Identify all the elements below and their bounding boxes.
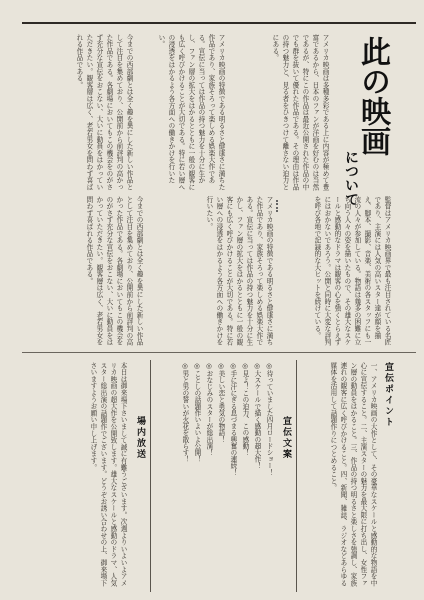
divider-dots — [276, 200, 280, 212]
body-text-middle: アメリカ映画の特徴である明るさと健康さに満ちた作品であり、家族そろって楽しめる娯楽大作である。宣伝に当っては作品の持つ魅力を十分に生かし、ファン層の拡大をはかるとともに一般の観客にも広く呼びかけることが大切である。特に若い層への浸透をはかるよう各方面への働きかけを行いたい。 — [156, 34, 225, 191]
body-text-right: 監督はアメリカ映画界で最も注目されている名匠であり、主演には人気の高いスター達が顔を揃え、脚本、撮影、音楽、美術の各スタッフにも一流の人々が参加している。物語は幾多の困難に立ち向う人々の姿を描いたもので、その雄大なスケールと感動的なドラマは観客の心を強くとらえずにはおかないであろう。公開と同時に大変な評判を呼び各地で記録的な大ヒットを続けている。 — [312, 196, 391, 346]
body-text-left: 今までの西部劇とは全く趣を異にした新しい作品として注目を集めており、公開前から前評判の高かった作品である。各劇場においてもこの機会をのがさず充分な宣伝をおこない、大いに動員をはかっていただきたい。観客層は広く、老若男女を問わず喜ばれる作品である。 — [74, 34, 133, 191]
body-text-center: アメリカ映画の特徴である明るさと健康さに満ちた作品であり、家族そろって楽しめる娯楽大作である。宣伝に当っては作品の持つ魅力を十分に生かし、ファン層の拡大をはかるとともに一般の観客にも広く呼びかけることが大切である。特に若い層への浸透をはかるよう各方面への働きかけを行いたい。 — [204, 196, 273, 346]
copy-item: ◎ことしの話題作いよいよ公開！ — [192, 362, 201, 463]
top-border-rule — [22, 22, 416, 24]
section-divider — [22, 352, 416, 353]
senden-bunan-list — [168, 362, 274, 592]
body-text-far-left: 今までの西部劇とは全く趣を異にした新しい作品として注目を集めており、公開前から前評判の高かった作品である。各劇場においてもこの機会をのがさず充分な宣伝をおこない、大いに動員をはかっていただきたい。観客層は広く、老若男女を問わず喜ばれる作品である。 — [84, 196, 143, 346]
column-divider-2 — [150, 360, 151, 592]
intro-text: アメリカ映画は多種多彩である上に内容が極めて豊富であるから、日本のファンが洋画を好むのは当然であるが、特にこの作品は最近公開された作品の中でも群を抜いて優れた作品である。その理由は作品の持つ魅力と、見る者をひきつけて離さない迫力とにある。 — [270, 34, 329, 191]
column-divider-1 — [296, 360, 297, 592]
copy-item: ◎見よ！この迫力、この感動！ — [240, 362, 249, 456]
page-subtitle: について — [343, 150, 359, 206]
senden-point-text: 一、アメリカ映画の大作として、その豪華なスケールと感動的な物語を中心に宣伝すること。二、主演スターの魅力を最大限に打ち出し、女性ファン層の動員をはかること。三、作品の持つ明るさと楽しさを強調し、家族連れの観客に広く呼びかけること。四、新聞、雑誌、ラジオなどあらゆる媒体を活用して話題作りにつとめること。 — [328, 362, 377, 587]
copy-item: ◎待っていました四月ロードショー！ — [265, 362, 273, 476]
senden-point-heading: 宣伝ポイント — [383, 362, 393, 428]
jonai-hoso-text: 本日は御来場下さいまして誠に有難うございます。次週よりいよいよアメリカ映画の超大作を公開致します。雄大なスケールと感動のドラマ、人気スター総出演の話題作でございます。どうぞお誘い合わせの上、御来場下さいますようお願い申し上げます。 — [88, 362, 127, 587]
jonai-hoso-heading: 場内放送 — [135, 416, 145, 460]
copy-item: ◎美しい恋と勇気の物語！ — [216, 362, 225, 443]
copy-item: ◎大スケールで描く感動の超大作！ — [252, 362, 261, 469]
copy-item: ◎男と男の誓いが火花を散らす！ — [180, 362, 189, 463]
copy-item: ◎手に汗にぎる息づまる興奮の連続！ — [228, 362, 237, 476]
copy-item: ◎おなじみのスターが総出演！ — [204, 362, 213, 456]
senden-bunan-heading: 宣伝文案 — [281, 416, 291, 460]
page-title: 此の映画 — [355, 36, 390, 156]
